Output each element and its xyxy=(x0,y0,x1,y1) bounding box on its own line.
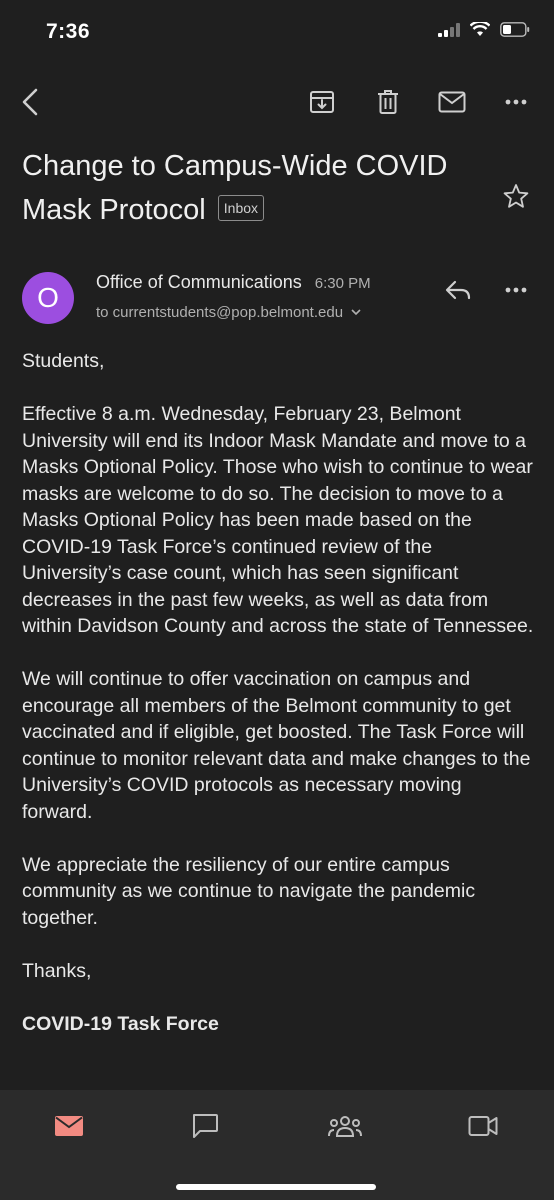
trash-icon xyxy=(376,89,400,115)
more-options-button[interactable] xyxy=(496,82,536,122)
subject-text: Change to Campus-Wide COVID Mask Protocol xyxy=(22,150,448,226)
email-body xyxy=(22,348,534,1064)
email-subject xyxy=(22,144,492,232)
status-icons xyxy=(438,22,530,37)
recipient-details-toggle[interactable] xyxy=(96,304,361,321)
sender-name: Office of Communications xyxy=(96,272,302,292)
inbox-label-badge[interactable]: Inbox xyxy=(218,195,264,221)
sender-line xyxy=(96,272,371,293)
sent-time: 6:30 PM xyxy=(314,275,371,292)
nav-spaces-tab[interactable] xyxy=(320,1106,370,1146)
body-paragraph-2: We will continue to offer vaccination on campus and encourage all members of the Belmont community to get vaccinated and if eligible, get boosted. The Task Force will continue to monitor relevant data and make changes to the University’s COVID protocols as necessary moving forward. xyxy=(22,668,531,823)
star-icon xyxy=(503,183,529,209)
signature: COVID-19 Task Force xyxy=(22,1012,219,1035)
chat-icon xyxy=(191,1113,219,1139)
recipient-text: to currentstudents@pop.belmont.edu xyxy=(96,304,344,321)
back-button[interactable] xyxy=(10,82,50,122)
body-paragraph-1: Effective 8 a.m. Wednesday, February 23, Belmont University will end its Indoor Mask Mandate and move to a Masks Optional Policy. Those who wish to continue to wear masks are welcome to do so. The decision to move to a Masks Optional Policy has been made based on the COVID-19 Task Force’s continued review of the University’s case count, which has seen significant decreases in the past few weeks, as well as data from within Davidson County and across the state of Tennessee. xyxy=(22,403,534,637)
delete-button[interactable] xyxy=(368,82,408,122)
nav-chat-tab[interactable] xyxy=(180,1106,230,1146)
mail-icon xyxy=(54,1115,84,1137)
meet-icon xyxy=(468,1115,498,1137)
more-horizontal-icon xyxy=(505,287,527,293)
home-indicator[interactable] xyxy=(176,1184,376,1190)
battery-icon xyxy=(500,22,530,37)
archive-button[interactable] xyxy=(302,82,342,122)
cellular-signal-icon xyxy=(438,23,460,37)
star-button[interactable] xyxy=(500,180,532,212)
status-time: 7:36 xyxy=(46,20,91,43)
message-more-button[interactable] xyxy=(498,272,534,308)
sender-avatar[interactable]: O xyxy=(22,272,74,324)
nav-mail-tab[interactable] xyxy=(44,1106,94,1146)
email-toolbar xyxy=(0,74,554,130)
wifi-icon xyxy=(470,22,490,37)
archive-icon xyxy=(309,89,335,115)
back-arrow-icon xyxy=(21,88,39,116)
more-horizontal-icon xyxy=(505,99,527,105)
nav-meet-tab[interactable] xyxy=(458,1106,508,1146)
chevron-down-icon xyxy=(351,308,361,316)
status-bar xyxy=(0,0,554,68)
greeting: Students, xyxy=(22,350,105,372)
closing: Thanks, xyxy=(22,959,92,982)
spaces-icon xyxy=(328,1114,362,1138)
body-paragraph-3: We appreciate the resiliency of our entire campus community as we continue to navigate the pandemic together. xyxy=(22,853,476,929)
reply-icon xyxy=(445,280,471,300)
reply-button[interactable] xyxy=(440,272,476,308)
mark-unread-button[interactable] xyxy=(432,82,472,122)
mail-icon xyxy=(438,91,466,113)
